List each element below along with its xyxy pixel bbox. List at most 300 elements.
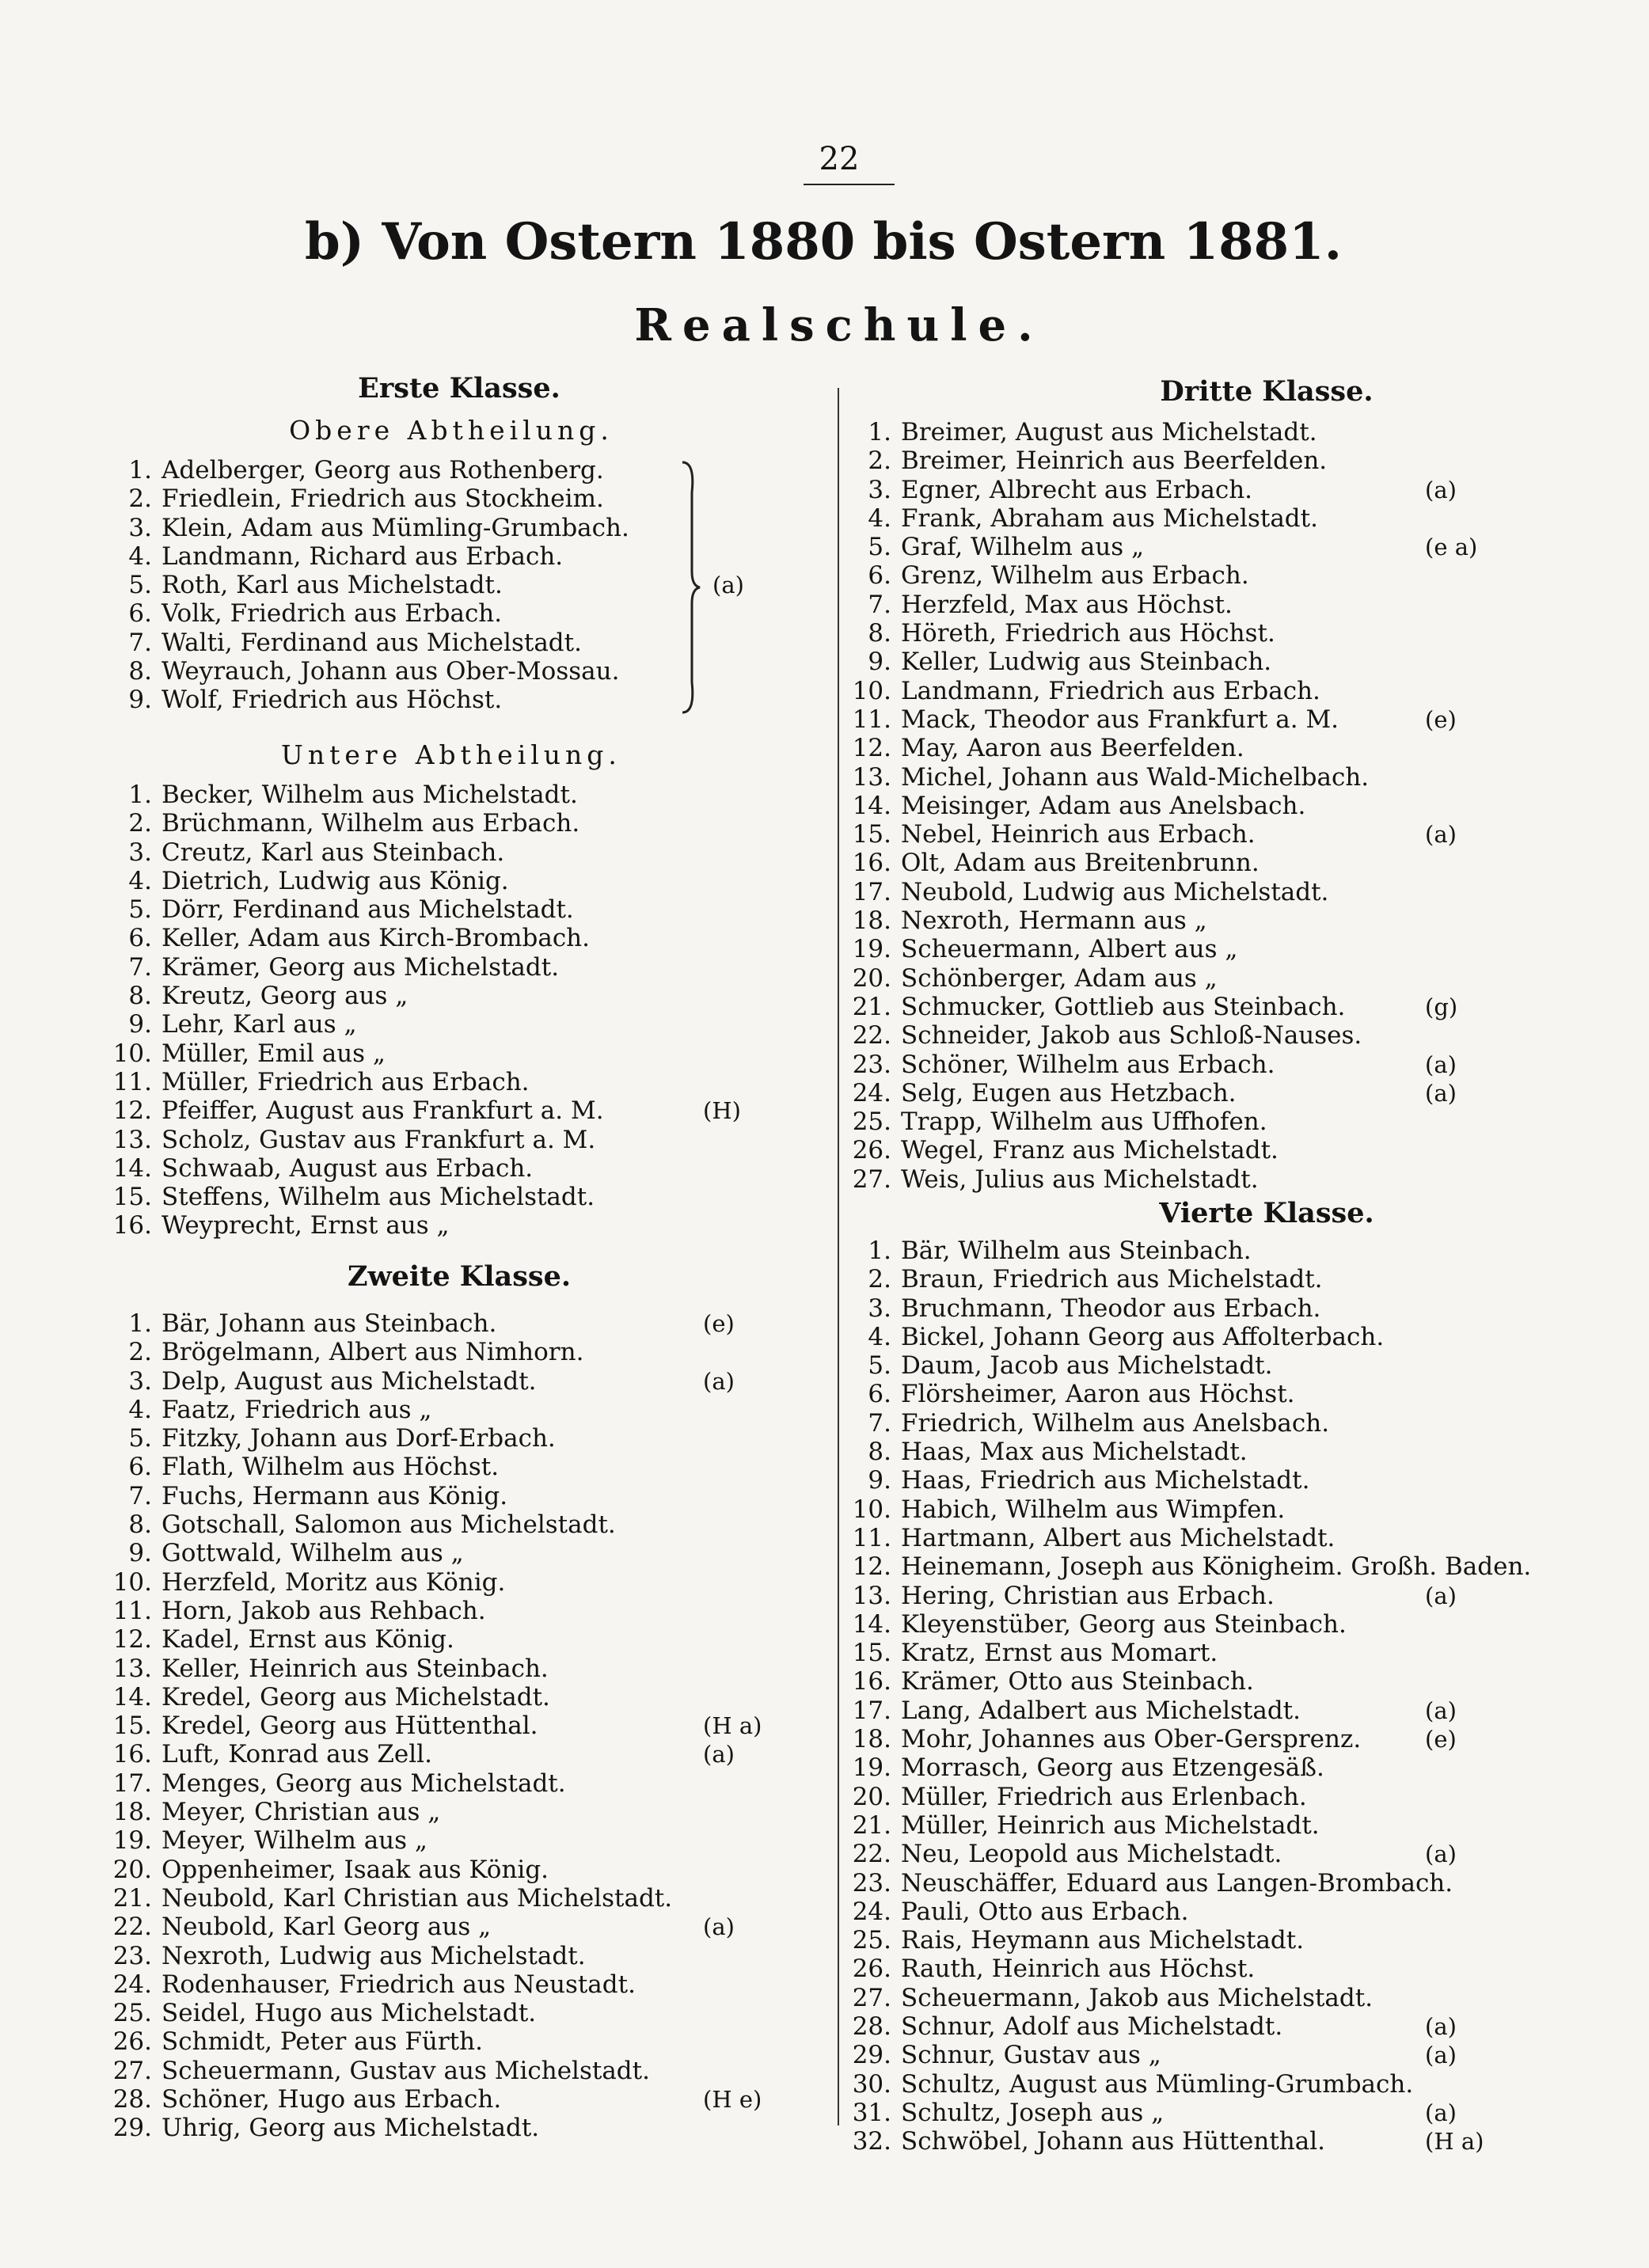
entry-tag: (a) (1425, 2099, 1457, 2126)
list-item (100, 1453, 828, 1481)
entry-number: 28. (852, 2012, 891, 2042)
entry-name: Flath, Wilhelm aus Höchst. (161, 1453, 500, 1482)
entry-list-vierte (839, 1237, 1631, 2156)
entry-number: 17. (852, 1696, 891, 1725)
entry-number: 5. (128, 895, 152, 925)
entry-number: 25. (112, 1999, 152, 2028)
entry-name: Menges, Georg aus Michelstadt. (161, 1768, 566, 1798)
list-item (100, 1367, 828, 1396)
class-heading-zweite: Zweite Klasse. (347, 1260, 572, 1293)
list-item (100, 484, 828, 513)
class-heading-dritte: Dritte Klasse. (1160, 375, 1374, 408)
entry-name: Braun, Friedrich aus Michelstadt. (901, 1265, 1323, 1294)
list-item (100, 1510, 828, 1539)
entry-name: Schmidt, Peter aus Fürth. (161, 2027, 483, 2057)
entry-number: 3. (128, 513, 152, 542)
entry-name: Uhrig, Georg aus Michelstadt. (161, 2114, 540, 2143)
entry-name: Dietrich, Ludwig aus König. (161, 866, 509, 895)
entry-name: Hartmann, Albert aus Michelstadt. (901, 1523, 1336, 1552)
list-item (839, 591, 1631, 619)
entry-tag: (e) (1425, 705, 1457, 733)
list-item (100, 895, 828, 924)
entry-tag: (a) (1425, 1696, 1457, 1724)
list-item (100, 1154, 828, 1183)
entry-name: Nexroth, Hermann aus „ (901, 906, 1207, 936)
entry-number: 2. (128, 484, 152, 514)
entry-tag: (H a) (703, 1712, 762, 1740)
entry-number: 9. (868, 648, 891, 677)
entry-name: Dörr, Ferdinand aus Michelstadt. (161, 895, 574, 925)
list-item (839, 1639, 1631, 1667)
entry-name: Kratz, Ernst aus Momart. (901, 1639, 1218, 1668)
list-item (100, 1211, 828, 1240)
entry-name: Wolf, Friedrich aus Höchst. (161, 686, 503, 715)
entry-name: Lehr, Karl aus „ (161, 1010, 357, 1039)
entry-number: 10. (852, 676, 891, 705)
entry-number: 9. (128, 686, 152, 715)
entry-number: 10. (852, 1495, 891, 1524)
entry-name: Bickel, Johann Georg aus Affolterbach. (901, 1322, 1385, 1351)
list-item (100, 657, 828, 686)
list-item (100, 1568, 828, 1597)
entry-name: Nebel, Heinrich aus Erbach. (901, 820, 1256, 849)
entry-name: Michel, Johann aus Wald-Michelbach. (901, 762, 1370, 792)
entry-tag: (a) (1425, 2042, 1457, 2069)
entry-name: Scholz, Gustav aus Frankfurt a. M. (161, 1125, 596, 1154)
list-item (100, 1068, 828, 1096)
entry-number: 19. (852, 935, 891, 964)
list-item (100, 809, 828, 838)
list-item (839, 1438, 1631, 1466)
entry-tag: (g) (1425, 993, 1458, 1020)
entry-name: Daum, Jacob aus Michelstadt. (901, 1351, 1273, 1381)
list-item (839, 648, 1631, 676)
list-item (839, 1237, 1631, 1265)
entry-number: 16. (112, 1740, 152, 1769)
entry-name: Schnur, Adolf aus Michelstadt. (901, 2012, 1283, 2042)
entry-number: 26. (112, 2027, 152, 2057)
list-item (839, 763, 1631, 792)
list-item (839, 1323, 1631, 1351)
list-item (839, 1696, 1631, 1725)
period-heading: b) Von Ostern 1880 bis Ostern 1881. (305, 212, 1342, 272)
entry-number: 24. (112, 1970, 152, 1999)
list-item (839, 1783, 1631, 1811)
entry-number: 3. (128, 838, 152, 867)
entry-name: Bär, Wilhelm aus Steinbach. (901, 1237, 1252, 1265)
entry-number: 12. (112, 1625, 152, 1654)
entry-number: 23. (112, 1941, 152, 1970)
entry-number: 25. (852, 1107, 891, 1137)
list-item (100, 1424, 828, 1453)
entry-name: Walti, Ferdinand aus Michelstadt. (161, 628, 582, 657)
entry-name: Neubold, Ludwig aus Michelstadt. (901, 877, 1329, 906)
entry-number: 12. (852, 1552, 891, 1582)
entry-name: Mack, Theodor aus Frankfurt a. M. (901, 705, 1339, 734)
entry-number: 29. (852, 2041, 891, 2070)
list-item (839, 1552, 1631, 1581)
entry-name: Neuschäffer, Eduard aus Langen-Brombach. (901, 1868, 1453, 1898)
entry-number: 27. (852, 1164, 891, 1194)
entry-number: 1. (128, 1309, 152, 1338)
list-item (100, 1683, 828, 1711)
entry-tag: (H e) (703, 2086, 762, 2114)
entry-name: Oppenheimer, Isaak aus König. (161, 1855, 549, 1884)
entry-name: Morrasch, Georg aus Etzengesäß. (901, 1753, 1324, 1783)
entry-number: 7. (868, 590, 891, 619)
entry-name: Gottwald, Wilhelm aus „ (161, 1539, 464, 1568)
list-item (100, 1597, 828, 1625)
entry-number: 15. (112, 1183, 152, 1212)
entry-name: Flörsheimer, Aaron aus Höchst. (901, 1380, 1295, 1409)
entry-name: Schnur, Gustav aus „ (901, 2041, 1161, 2070)
entry-name: Hering, Christian aus Erbach. (901, 1581, 1275, 1610)
list-item (839, 446, 1631, 475)
entry-name: Friedlein, Friedrich aus Stockheim. (161, 484, 604, 514)
entry-name: Müller, Friedrich aus Erbach. (161, 1067, 530, 1096)
list-item (839, 1021, 1631, 1050)
entry-name: Müller, Friedrich aus Erlenbach. (901, 1782, 1307, 1811)
entry-number: 1. (868, 418, 891, 446)
entry-name: Pauli, Otto aus Erbach. (901, 1897, 1189, 1926)
list-item (839, 849, 1631, 877)
entry-tag: (a) (1425, 2013, 1457, 2041)
list-item (100, 1539, 828, 1567)
entry-number: 32. (852, 2127, 891, 2156)
entry-name: Kadel, Ernst aus König. (161, 1625, 454, 1654)
sub-heading-untere: Untere Abtheilung. (281, 739, 621, 770)
entry-name: Kredel, Georg aus Hüttenthal. (161, 1711, 538, 1741)
list-item (100, 1183, 828, 1211)
entry-number: 17. (852, 877, 891, 906)
entry-name: Höreth, Friedrich aus Höchst. (901, 619, 1275, 648)
entry-number: 5. (868, 1351, 891, 1381)
entry-name: Wegel, Franz aus Michelstadt. (901, 1136, 1279, 1165)
entry-name: Kredel, Georg aus Michelstadt. (161, 1682, 550, 1711)
entry-number: 13. (112, 1125, 152, 1154)
list-item (100, 2027, 828, 2056)
entry-number: 3. (868, 1294, 891, 1323)
entry-name: Luft, Konrad aus Zell. (161, 1740, 432, 1769)
entry-name: Heinemann, Joseph aus Königheim. Großh. Baden. (901, 1552, 1532, 1582)
entry-name: Grenz, Wilhelm aus Erbach. (901, 561, 1249, 591)
entry-number: 18. (112, 1798, 152, 1827)
entry-tag: (H a) (1425, 2128, 1484, 2156)
entry-name: Krämer, Georg aus Michelstadt. (161, 952, 560, 982)
list-item (100, 1625, 828, 1654)
entry-number: 27. (852, 1983, 891, 2012)
list-item (100, 1999, 828, 2027)
entry-name: Nexroth, Ludwig aus Michelstadt. (161, 1941, 586, 1970)
list-item (100, 1856, 828, 1884)
list-item (839, 1840, 1631, 1868)
list-item (839, 820, 1631, 849)
entry-number: 21. (852, 1810, 891, 1840)
entry-number: 5. (868, 533, 891, 562)
list-item (839, 1524, 1631, 1552)
entry-number: 6. (128, 599, 152, 629)
list-item (100, 1482, 828, 1510)
list-item (100, 781, 828, 809)
entry-name: Schultz, August aus Mümling-Grumbach. (901, 2069, 1414, 2099)
list-item (839, 1265, 1631, 1294)
list-item (100, 1654, 828, 1683)
page-number-rule (804, 184, 895, 185)
list-item (839, 1495, 1631, 1524)
entry-name: Schneider, Jakob aus Schloß-Nauses. (901, 1021, 1362, 1050)
entry-name: Schönberger, Adam aus „ (901, 963, 1218, 993)
entry-name: Seidel, Hugo aus Michelstadt. (161, 1999, 537, 2028)
entry-number: 11. (112, 1067, 152, 1096)
entry-number: 16. (852, 849, 891, 878)
list-item (839, 2012, 1631, 2041)
entry-name: Scheuermann, Jakob aus Michelstadt. (901, 1983, 1374, 2012)
list-item (100, 1010, 828, 1039)
entry-tag: (a) (1425, 1050, 1457, 1078)
entry-name: Brögelmann, Albert aus Nimhorn. (161, 1338, 584, 1367)
entry-name: May, Aaron aus Beerfelden. (901, 734, 1244, 763)
entry-number: 11. (852, 705, 891, 734)
list-item (100, 1309, 828, 1338)
entry-number: 11. (112, 1596, 152, 1625)
list-item (100, 2085, 828, 2114)
list-item (839, 878, 1631, 906)
entry-name: Landmann, Richard aus Erbach. (161, 541, 564, 571)
list-item (839, 1753, 1631, 1782)
class-heading-vierte: Vierte Klasse. (1159, 1197, 1374, 1229)
list-item (100, 1970, 828, 1999)
entry-number: 3. (868, 475, 891, 504)
list-item (839, 2070, 1631, 2099)
entry-number: 21. (852, 992, 891, 1021)
entry-tag: (a) (1425, 821, 1457, 849)
list-item (839, 1725, 1631, 1753)
entry-name: Fitzky, Johann aus Dorf-Erbach. (161, 1424, 556, 1453)
list-item (839, 1610, 1631, 1639)
list-item (839, 1136, 1631, 1164)
entry-tag: (a) (703, 1367, 735, 1395)
entry-number: 23. (852, 1050, 891, 1079)
entry-number: 15. (852, 1639, 891, 1668)
entry-name: Scheuermann, Albert aus „ (901, 935, 1238, 964)
entry-number: 26. (852, 1136, 891, 1165)
entry-number: 25. (852, 1926, 891, 1955)
list-item (839, 993, 1631, 1021)
entry-name: Schwaab, August aus Erbach. (161, 1153, 534, 1183)
entry-number: 2. (128, 1338, 152, 1367)
entry-name: Landmann, Friedrich aus Erbach. (901, 676, 1320, 705)
entry-number: 14. (112, 1682, 152, 1711)
entry-number: 16. (852, 1667, 891, 1696)
list-item (839, 504, 1631, 533)
entry-list-dritte (839, 418, 1631, 1194)
list-item (100, 1711, 828, 1740)
entry-name: Volk, Friedrich aus Erbach. (161, 599, 503, 629)
list-item (839, 1409, 1631, 1438)
list-item (100, 1769, 828, 1798)
list-item (100, 1126, 828, 1154)
entry-name: Weyprecht, Ernst aus „ (161, 1211, 450, 1240)
entry-name: Neubold, Karl Christian aus Michelstadt. (161, 1883, 673, 1913)
entry-name: Krämer, Otto aus Steinbach. (901, 1667, 1254, 1696)
entry-list-untere (100, 781, 828, 1240)
entry-name: Trapp, Wilhelm aus Uffhofen. (901, 1107, 1267, 1137)
list-item (839, 906, 1631, 935)
sub-heading-obere: Obere Abtheilung. (289, 415, 614, 446)
list-item (100, 599, 828, 628)
list-item (100, 867, 828, 895)
entry-number: 7. (868, 1408, 891, 1438)
entry-number: 19. (852, 1753, 891, 1783)
entry-name: Keller, Adam aus Kirch-Brombach. (161, 924, 591, 953)
entry-name: Herzfeld, Moritz aus König. (161, 1567, 506, 1597)
entry-number: 12. (852, 734, 891, 763)
brace-note: (a) (712, 572, 744, 598)
list-item (839, 1050, 1631, 1079)
list-item (100, 1798, 828, 1826)
list-item (839, 418, 1631, 446)
list-item (839, 533, 1631, 561)
entry-tag: (a) (703, 1741, 735, 1768)
list-item (839, 1898, 1631, 1926)
entry-number: 12. (112, 1096, 152, 1126)
entry-number: 14. (852, 791, 891, 820)
entry-number: 15. (112, 1711, 152, 1741)
entry-name: Meyer, Wilhelm aus „ (161, 1826, 427, 1856)
entry-name: Kleyenstüber, Georg aus Steinbach. (901, 1609, 1347, 1639)
entry-number: 7. (128, 1481, 152, 1510)
list-item (839, 1351, 1631, 1380)
brace-shape (682, 462, 700, 712)
entry-number: 4. (868, 1322, 891, 1351)
list-item (839, 1107, 1631, 1136)
entry-name: Friedrich, Wilhelm aus Anelsbach. (901, 1408, 1330, 1438)
entry-number: 29. (112, 2114, 152, 2143)
entry-name: Müller, Emil aus „ (161, 1039, 386, 1068)
list-item (839, 1955, 1631, 1983)
entry-number: 31. (852, 2098, 891, 2127)
list-item (100, 542, 828, 571)
entry-number: 7. (128, 628, 152, 657)
entry-name: Scheuermann, Gustav aus Michelstadt. (161, 2056, 650, 2085)
entry-number: 4. (128, 1395, 152, 1424)
entry-number: 30. (852, 2069, 891, 2099)
entry-number: 5. (128, 1424, 152, 1453)
entry-number: 1. (128, 456, 152, 484)
entry-number: 2. (868, 446, 891, 476)
list-item (100, 953, 828, 982)
entry-name: Pfeiffer, August aus Frankfurt a. M. (161, 1096, 604, 1126)
entry-name: Creutz, Karl aus Steinbach. (161, 838, 505, 867)
entry-name: Keller, Ludwig aus Steinbach. (901, 648, 1272, 677)
list-item (839, 2041, 1631, 2069)
entry-number: 8. (128, 657, 152, 686)
entry-name: Schwöbel, Johann aus Hüttenthal. (901, 2127, 1326, 2156)
entry-number: 16. (112, 1211, 152, 1240)
entry-number: 21. (112, 1883, 152, 1913)
entry-name: Breimer, Heinrich aus Beerfelden. (901, 446, 1328, 476)
entry-number: 22. (852, 1840, 891, 1869)
entry-name: Neu, Leopold aus Michelstadt. (901, 1840, 1282, 1869)
entry-number: 7. (128, 952, 152, 982)
list-item (839, 476, 1631, 504)
entry-number: 11. (852, 1523, 891, 1552)
entry-number: 22. (852, 1021, 891, 1050)
entry-name: Schultz, Joseph aus „ (901, 2098, 1165, 2127)
entry-tag: (a) (1425, 476, 1457, 503)
list-item (839, 1165, 1631, 1194)
list-item (100, 924, 828, 952)
entry-number: 8. (128, 982, 152, 1011)
list-item (100, 1396, 828, 1424)
list-item (100, 1826, 828, 1855)
list-item (100, 2057, 828, 2085)
entry-name: Meyer, Christian aus „ (161, 1798, 441, 1827)
list-item (839, 734, 1631, 762)
entry-name: Keller, Heinrich aus Steinbach. (161, 1654, 549, 1683)
list-item (100, 1740, 828, 1768)
entry-number: 8. (868, 619, 891, 648)
list-item (100, 686, 828, 714)
entry-number: 28. (112, 2085, 152, 2114)
list-item (839, 935, 1631, 963)
entry-name: Schöner, Hugo aus Erbach. (161, 2085, 502, 2114)
entry-name: Bär, Johann aus Steinbach. (161, 1309, 497, 1338)
entry-number: 10. (112, 1567, 152, 1597)
entry-number: 2. (128, 809, 152, 838)
list-item (100, 838, 828, 867)
entry-tag: (e a) (1425, 534, 1478, 561)
entry-name: Mohr, Johannes aus Ober-Gersprenz. (901, 1725, 1362, 1754)
entry-number: 5. (128, 571, 152, 600)
entry-number: 23. (852, 1868, 891, 1898)
entry-number: 14. (112, 1153, 152, 1183)
entry-name: Haas, Friedrich aus Michelstadt. (901, 1466, 1310, 1495)
entry-name: Delp, August aus Michelstadt. (161, 1366, 537, 1396)
brace-group (681, 461, 701, 714)
entry-tag: (H) (703, 1097, 741, 1125)
list-item (100, 514, 828, 542)
entry-name: Habich, Wilhelm aus Wimpfen. (901, 1495, 1286, 1524)
list-item (839, 1926, 1631, 1955)
entry-tag: (a) (703, 1913, 735, 1941)
entry-tag: (a) (1425, 1841, 1457, 1868)
entry-number: 4. (128, 541, 152, 571)
entry-number: 18. (852, 906, 891, 936)
entry-name: Schmucker, Gottlieb aus Steinbach. (901, 992, 1346, 1021)
entry-name: Breimer, August aus Michelstadt. (901, 418, 1317, 446)
entry-tag: (e) (1425, 1726, 1457, 1753)
entry-number: 6. (128, 1453, 152, 1482)
entry-tag: (a) (1425, 1079, 1457, 1107)
list-item (839, 1582, 1631, 1610)
list-item (100, 982, 828, 1010)
list-item (100, 1338, 828, 1366)
entry-number: 20. (852, 963, 891, 993)
entry-number: 9. (128, 1539, 152, 1568)
list-item (839, 1079, 1631, 1107)
entry-number: 17. (112, 1768, 152, 1798)
entry-number: 20. (112, 1855, 152, 1884)
list-item (100, 1913, 828, 1941)
entry-number: 20. (852, 1782, 891, 1811)
list-item (839, 1811, 1631, 1840)
entry-number: 9. (128, 1010, 152, 1039)
list-item (100, 629, 828, 657)
entry-name: Weis, Julius aus Michelstadt. (901, 1164, 1259, 1194)
entry-name: Steffens, Wilhelm aus Michelstadt. (161, 1183, 595, 1212)
list-item (839, 1667, 1631, 1696)
